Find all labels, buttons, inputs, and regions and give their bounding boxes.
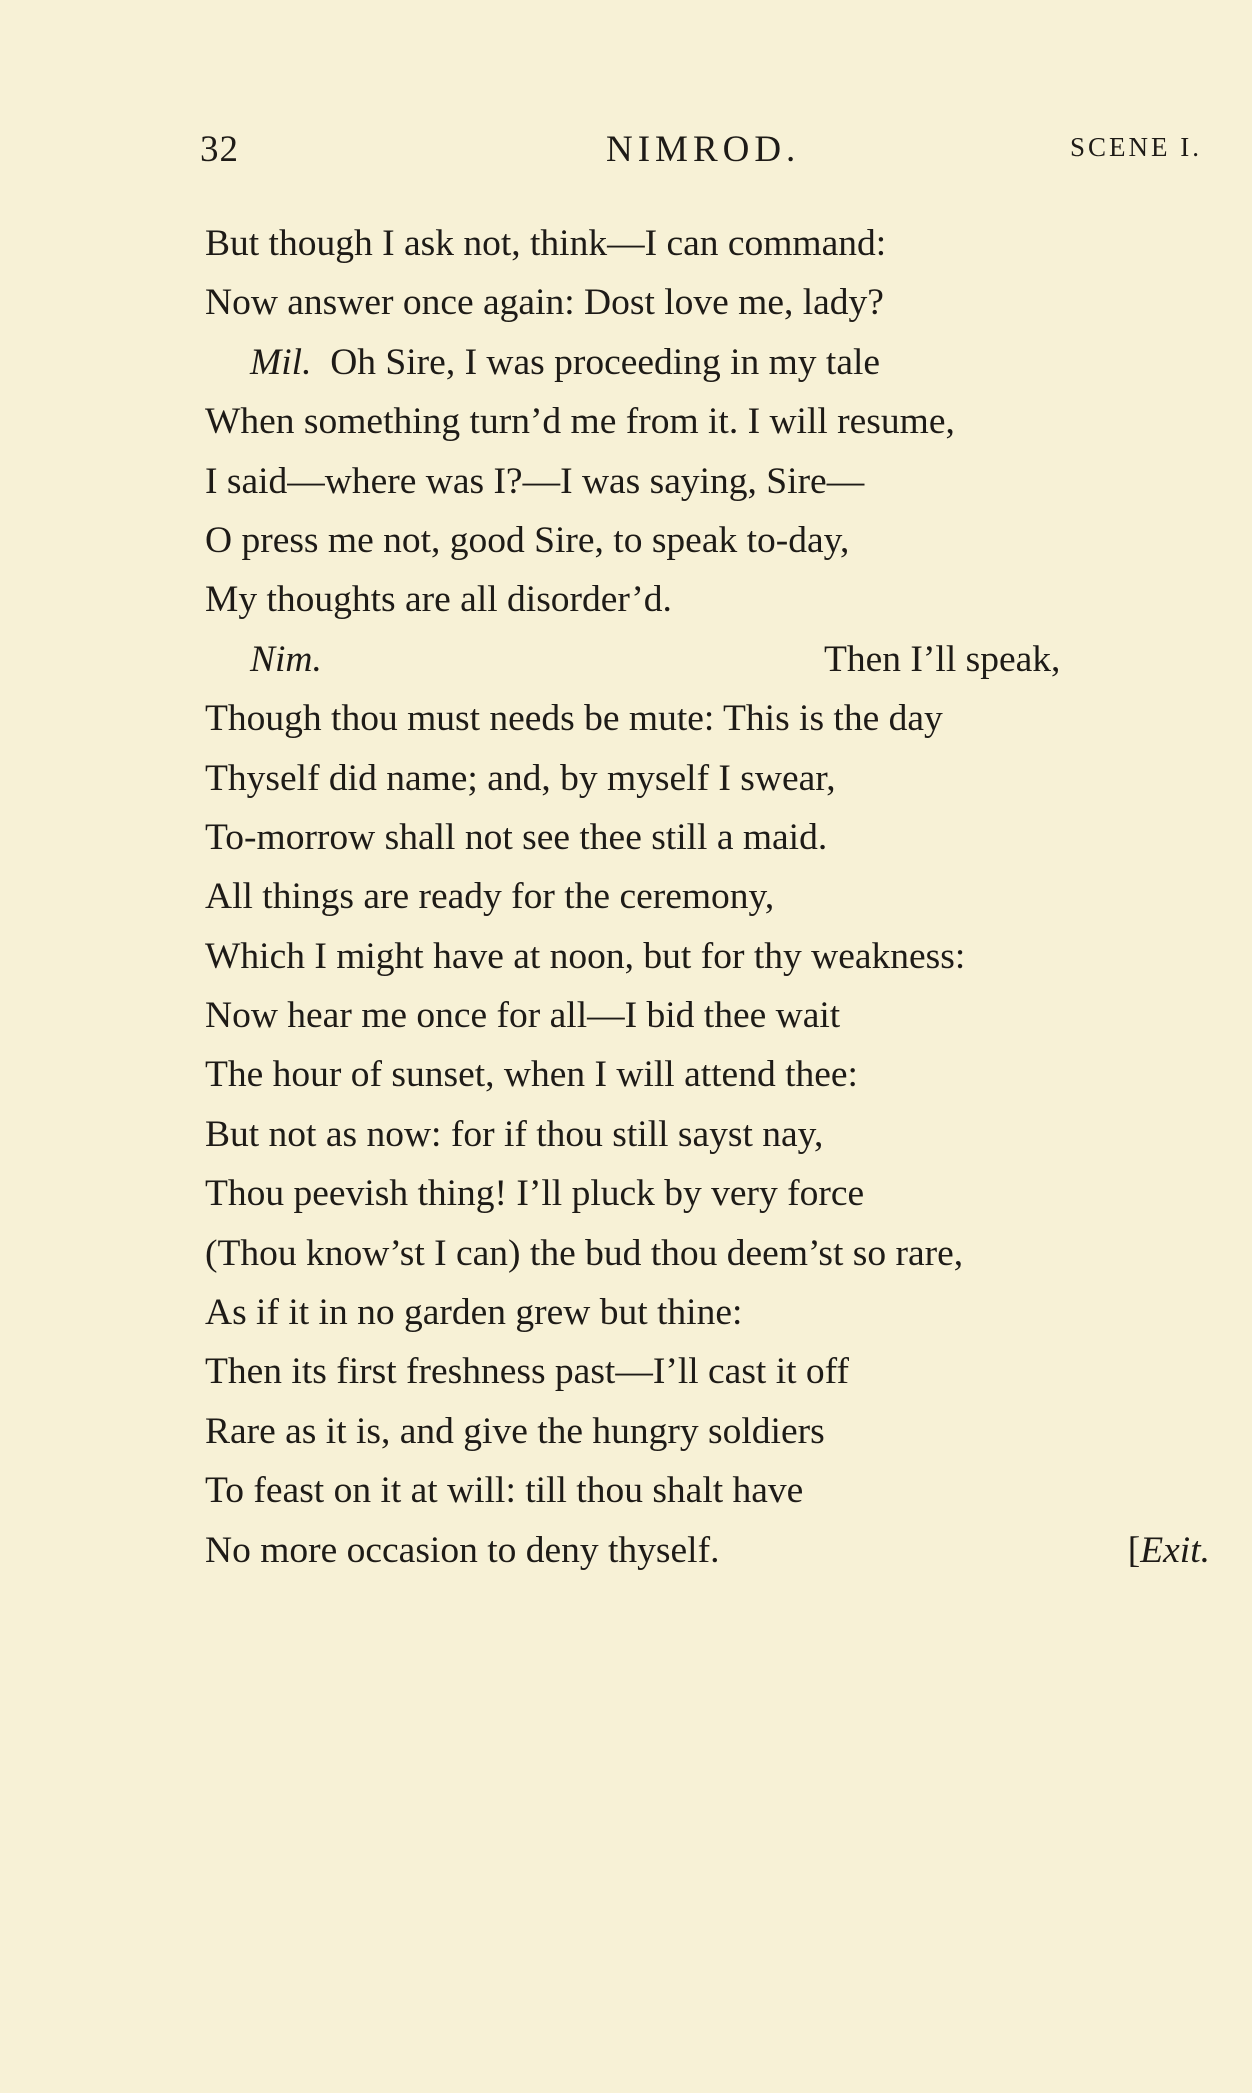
verse-line: Thou peevish thing! I’ll pluck by very force <box>205 1173 865 1215</box>
verse-line: But though I ask not, think—I can command: <box>205 223 887 264</box>
running-title: NIMROD. <box>606 129 801 170</box>
stage-direction <box>1128 1521 1210 1580</box>
verse-line: Then its first freshness past—I’ll cast it off <box>205 1351 849 1393</box>
verse-text: Oh Sire, I was proceeding in my tale <box>330 341 881 383</box>
verse-text: Then I’ll speak, <box>824 638 1061 680</box>
verse-line: I said—where was I?—I was saying, Sire— <box>205 460 865 502</box>
scene-label: SCENE I. <box>1070 132 1202 162</box>
verse-line: Now hear me once for all—I bid thee wait <box>205 995 841 1037</box>
verse-line: Which I might have at noon, but for thy weakness: <box>205 935 966 977</box>
verse-line: My thoughts are all disorder’d. <box>205 579 672 621</box>
page-number: 32 <box>200 129 239 170</box>
final-line <box>205 1521 1210 1580</box>
verse-line: O press me not, good Sire, to speak to-day, <box>205 519 850 561</box>
verse-text: No more occasion to deny thyself. <box>205 1529 720 1571</box>
verse-line: To-morrow shall not see thee still a maid. <box>205 816 828 858</box>
stage-direction-bracket: [ <box>1127 1529 1141 1571</box>
verse-line: To feast on it at will: till thou shalt have <box>205 1470 804 1512</box>
speaker-name: Mil. <box>250 341 312 383</box>
speech-line <box>205 630 1210 689</box>
verse-line: But not as now: for if thou still sayst nay, <box>205 1113 824 1155</box>
verse-line: Though thou must needs be mute: This is the day <box>205 698 943 740</box>
speech-line <box>205 333 1210 392</box>
stage-direction-text: Exit. <box>1140 1529 1210 1571</box>
verse-line: Now answer once again: Dost love me, lady? <box>205 282 884 324</box>
running-head <box>200 128 1202 178</box>
verse-block <box>205 214 1210 1580</box>
speaker-name: Nim. <box>250 638 322 680</box>
verse-line: As if it in no garden grew but thine: <box>205 1292 743 1334</box>
verse-line: All things are ready for the ceremony, <box>205 876 775 918</box>
verse-line: Rare as it is, and give the hungry soldiers <box>205 1410 825 1452</box>
verse-line: The hour of sunset, when I will attend thee: <box>205 1054 858 1096</box>
verse-line: (Thou know’st I can) the bud thou deem’st so rare, <box>205 1232 964 1274</box>
verse-line: When something turn’d me from it. I will resume, <box>205 401 955 443</box>
verse-line: Thyself did name; and, by myself I swear, <box>205 757 836 799</box>
